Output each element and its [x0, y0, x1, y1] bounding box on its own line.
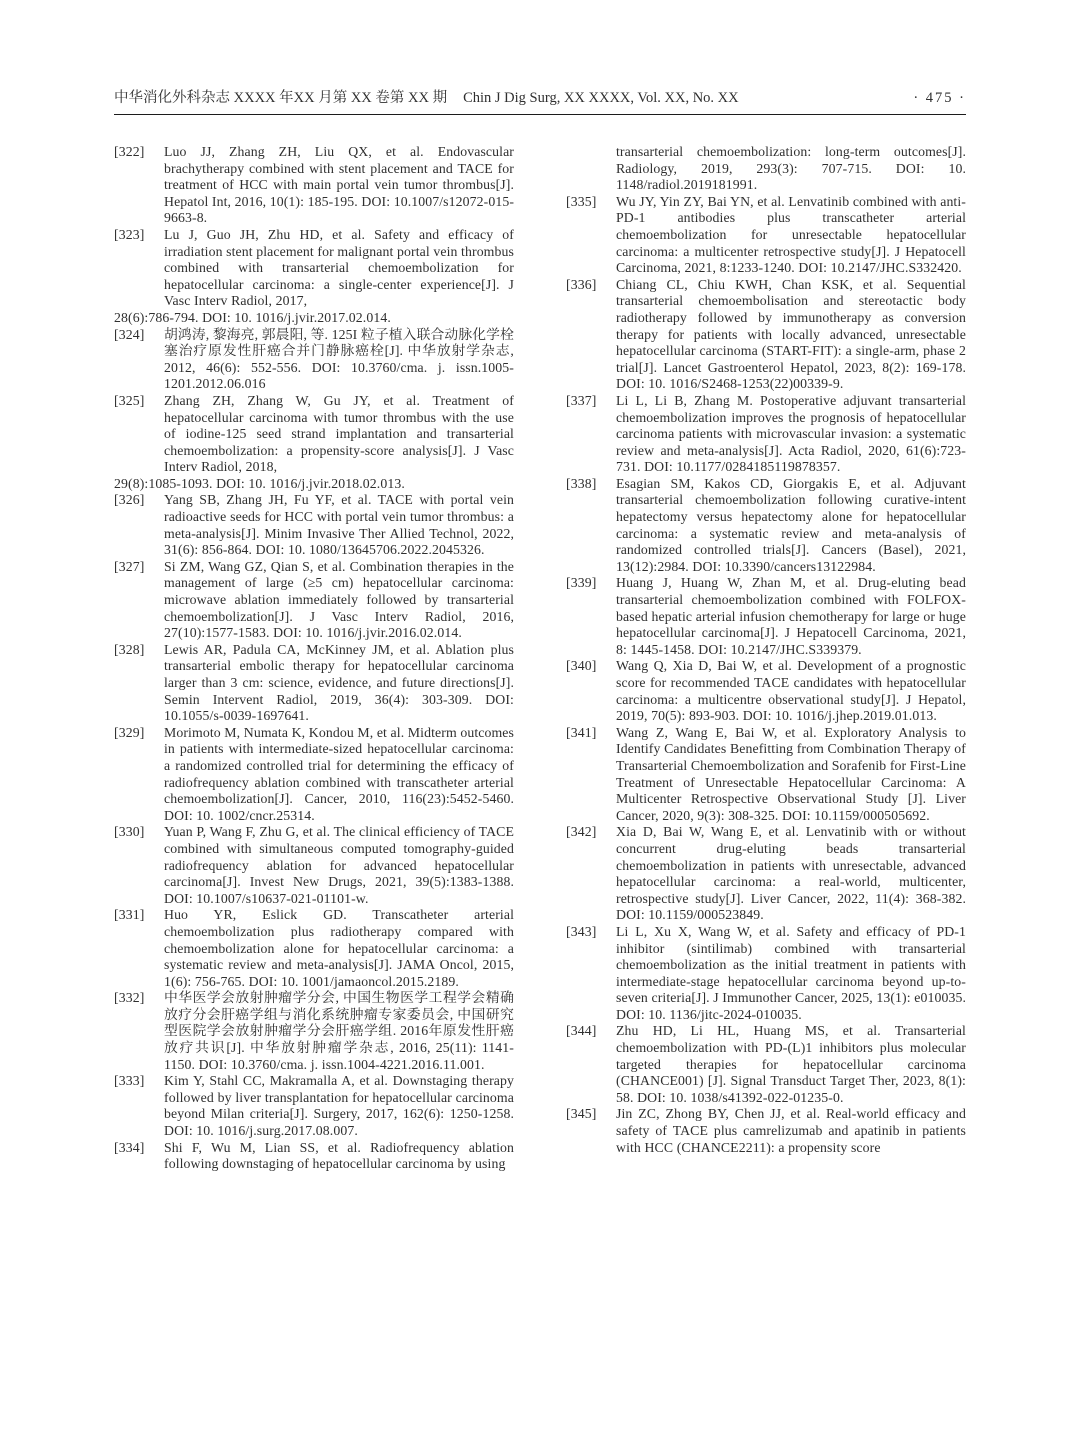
reference-number: [334] — [114, 1139, 145, 1155]
reference-number: [340] — [566, 658, 597, 674]
reference-number: [327] — [114, 558, 145, 574]
reference-number: [336] — [566, 276, 597, 292]
references-section — [114, 115, 966, 1173]
reference-item — [114, 559, 514, 642]
reference-item — [114, 642, 514, 725]
reference-text: Yang SB, Zhang JH, Fu YF, et al. TACE with portal vein radioactive seeds for HCC with portal vein tumor thrombus: a meta-analysis[J]. Minim Invasive Ther Allied Technol, 2022, 31(6): 856-864. DOI: 10. 1080/13645706.2022.2045326. — [164, 492, 514, 558]
page-content — [114, 0, 966, 1173]
reference-number: [322] — [114, 144, 145, 159]
reference-number: [324] — [114, 326, 145, 342]
reference-text: Esagian SM, Kakos CD, Giorgakis E, et al. Adjuvant transarterial chemoembolization following curative-intent hepatectomy versus hepatectomy alone for hepatocellular carcinoma: a systematic review and meta-analysis of randomized controlled trials[J]. Cancers (Basel), 2021, 13(12):2984. DOI: 10.3390/cancers13122984. — [616, 475, 966, 574]
reference-text: transarterial chemoembolization: long-term outcomes[J]. Radiology, 2019, 293(3): 707-715. DOI: 10. 1148/radiol.2019181991. — [616, 144, 966, 193]
reference-number: [333] — [114, 1073, 145, 1089]
reference-text: Huang J, Huang W, Zhan M, et al. Drug-eluting bead transarterial chemoembolization combined with FOLFOX-based hepatic arterial infusion chemotherapy for large or huge hepatocellular carcinoma[J]. J Hepatocell Carcinoma, 2021, 8: 1445-1458. DOI: 10.2147/JHC.S339379. — [616, 575, 966, 657]
reference-text: Si ZM, Wang GZ, Qian S, et al. Combination therapies in the management of large (≥5 cm) hepatocellular carcinoma: microwave ablation immediately followed by transarterial chemoembolization[J]. J Vasc Interv Radiol, 2016, 27(10):1577-1583. DOI: 10. 1016/j.jvir.2016.02.014. — [164, 558, 514, 641]
reference-text: Yuan P, Wang F, Zhu G, et al. The clinical efficiency of TACE combined with simultaneous computed tomography-guided radiofrequency ablation for advanced hepatocellular carcinoma[J]. Invest New Drugs, 2021, 39(5):1383-1388. DOI: 10.1007/s10637-021-01101-w. — [164, 824, 514, 906]
reference-text: Xia D, Bai W, Wang E, et al. Lenvatinib with or without concurrent drug-eluting beads transarterial chemoembolization in patients with unresectable, advanced hepatocellular carcinoma: a real-world, multicenter, retrospective study[J]. Liver Cancer, 2022, 11(4): 368-382. DOI: 10.1159/000523849. — [616, 824, 966, 923]
reference-text: Kim Y, Stahl CC, Makramalla A, et al. Downstaging therapy followed by liver transplantation for hepatocellular carcinoma beyond Milan criteria[J]. Surgery, 2017, 162(6): 1250-1258. DOI: 10. 1016/j.surg.2017.08.007. — [164, 1073, 514, 1139]
reference-text: Lu J, Guo JH, Zhu HD, et al. Safety and efficacy of irradiation stent placement for malignant portal vein thrombus combined with transarterial chemoembolization for hepatocellular carcinoma: a single-center experience[J]. J Vasc Interv Radiol, 2017, — [164, 226, 514, 309]
reference-text: Li L, Li B, Zhang M. Postoperative adjuvant transarterial chemoembolization improves the prognosis of hepatocellular carcinoma patients with microvascular invasion: a systematic review and meta-analysis[J]. Acta Radiol, 2020, 61(6):723-731. DOI: 10.1177/0284185119878357. — [616, 392, 966, 475]
reference-number: [344] — [566, 1023, 597, 1039]
reference-text: Wu JY, Yin ZY, Bai YN, et al. Lenvatinib combined with anti-PD-1 antibodies plus transcatheter arterial chemoembolization for unresectable hepatocellular carcinoma: a multicenter retrospective study[J]. J Hepatocell Carcinoma, 2021, 8:1233-1240. DOI: 10.2147/JHC.S332420. — [616, 193, 966, 276]
reference-number: [335] — [566, 193, 597, 209]
reference-text: Luo JJ, Zhang ZH, Liu QX, et al. Endovascular brachytherapy combined with stent placement and TACE for treatment of HCC with main portal vein tumor thrombus[J]. Hepatol Int, 2016, 10(1): 185-195. DOI: 10.1007/s12072-015-9663-8. — [164, 144, 515, 226]
reference-text: Wang Q, Xia D, Bai W, et al. Development of a prognostic score for recommended TACE candidates with hepatocellular carcinoma: a multicentre observational study[J]. J Hepatol, 2019, 70(5): 893-903. DOI: 10. 1016/j.jhep.2019.01.013. — [616, 658, 966, 724]
reference-item — [114, 227, 514, 310]
reference-text-overflow: 28(6):786-794. DOI: 10. 1016/j.jvir.2017.02.014. — [114, 309, 391, 325]
reference-text: 中华医学会放射肿瘤学分会, 中国生物医学工程学会精确放疗分会肝癌学组与消化系统肿瘤专家委员会, 中国研究型医院学会放射肿瘤学分会肝癌学组. 2016年原发性肝癌放疗共识[J]. 中华放射肿瘤学杂志, 2016, 25(11): 1141-1150. DOI: 10.3760/cma. j. issn.1004-4221.2016.11.001. — [164, 990, 514, 1072]
reference-item — [114, 990, 514, 1073]
reference-item — [566, 1023, 966, 1106]
reference-item — [114, 1073, 514, 1139]
reference-item — [114, 1140, 514, 1173]
reference-text: Zhang ZH, Zhang W, Gu JY, et al. Treatment of hepatocellular carcinoma with tumor thrombus with the use of iodine-125 seed strand implantation and transarterial chemoembolization: a propensity-score analysis[J]. J Vasc Interv Radiol, 2018, — [164, 392, 514, 475]
reference-text: Morimoto M, Numata K, Kondou M, et al. Midterm outcomes in patients with intermediate-sized hepatocellular carcinoma: a randomized controlled trial for determining the efficacy of radiofrequency ablation combined with transcatheter arterial chemoembolization[J]. Cancer, 2010, 116(23):5452-5460. DOI: 10. 1002/cncr.25314. — [164, 724, 514, 823]
reference-text-overflow: 29(8):1085-1093. DOI: 10. 1016/j.jvir.2018.02.013. — [114, 475, 405, 491]
reference-number: [341] — [566, 724, 597, 740]
references-column-left — [114, 144, 514, 1173]
reference-number: [330] — [114, 824, 145, 840]
running-head — [114, 0, 966, 115]
reference-number: [325] — [114, 392, 145, 408]
reference-number: [337] — [566, 392, 597, 408]
reference-item — [566, 725, 966, 825]
reference-item — [566, 824, 966, 924]
reference-item — [566, 393, 966, 476]
reference-text: Zhu HD, Li HL, Huang MS, et al. Transarterial chemoembolization with PD-(L)1 inhibitors plus molecular targeted therapies for hepatocellular carcinoma (CHANCE001) [J]. Signal Transduct Target Ther, 2023, 8(1): 58. DOI: 10. 1038/s41392-022-01235-0. — [616, 1023, 966, 1105]
references-column-right — [566, 144, 966, 1173]
reference-number: [331] — [114, 907, 145, 923]
reference-text: Wang Z, Wang E, Bai W, et al. Exploratory Analysis to Identify Candidates Benefitting from Combination Therapy of Transarterial Chemoembolization and Sorafenib for First-Line Treatment of Unresectable Hepatocellular Carcinoma: A Multicenter Retrospective Observational Study [J]. Liver Cancer, 2020, 9(3): 308-325. DOI: 10.1159/000505692. — [616, 724, 966, 823]
reference-item — [566, 1106, 966, 1156]
reference-item — [114, 907, 514, 990]
reference-text: Huo YR, Eslick GD. Transcatheter arterial chemoembolization plus radiotherapy compared with chemoembolization alone for hepatocellular carcinoma: a systematic review and meta-analysis[J]. JAMA Oncol, 2015, 1(6): 756-765. DOI: 10. 1001/jamaoncol.2015.2189. — [164, 907, 514, 989]
reference-item — [114, 492, 514, 558]
reference-item — [114, 393, 514, 476]
reference-item — [566, 277, 966, 393]
journal-title — [114, 86, 739, 107]
reference-item — [566, 194, 966, 277]
reference-text: Jin ZC, Zhong BY, Chen JJ, et al. Real-world efficacy and safety of TACE plus camrelizumab and apatinib in patients with HCC (CHANCE2211): a propensity score — [616, 1106, 966, 1155]
journal-title-cn: 中华消化外科杂志 XXXX 年XX 月第 XX 卷第 XX 期 — [114, 90, 448, 106]
page-number: · 475 · — [913, 90, 966, 106]
reference-number: [332] — [114, 990, 145, 1006]
journal-title-en: Chin J Dig Surg, XX XXXX, Vol. XX, No. XX — [463, 90, 739, 106]
reference-item — [566, 144, 966, 194]
reference-number: [328] — [114, 641, 145, 657]
reference-text: Lewis AR, Padula CA, McKinney JM, et al. Ablation plus transarterial embolic therapy for hepatocellular carcinoma larger than 3 cm: science, evidence, and future directions[J]. Semin Intervent Radiol, 2019, 36(4): 303-309. DOI: 10.1055/s-0039-1697641. — [164, 641, 514, 724]
reference-item — [566, 924, 966, 1024]
reference-number: [338] — [566, 475, 597, 491]
reference-number: [326] — [114, 492, 145, 508]
reference-text: 胡鸿涛, 黎海亮, 郭晨阳, 等. 125I 粒子植入联合动脉化学栓塞治疗原发性肝癌合并门静脉癌栓[J]. 中华放射学杂志, 2012, 46(6): 552-556. DOI: 10.3760/cma. j. issn.1005-1201.2012.06.016 — [164, 326, 514, 392]
reference-item — [114, 824, 514, 907]
reference-item — [566, 476, 966, 576]
reference-text: Chiang CL, Chiu KWH, Chan KSK, et al. Sequential transarterial chemoembolisation and stereotactic body radiotherapy followed by immunotherapy as conversion therapy for patients with locally advanced, unresectable hepatocellular carcinoma (START-FIT): a single-arm, phase 2 trial[J]. Lancet Gastroenterol Hepatol, 2023, 8(2): 169-178. DOI: 10. 1016/S2468-1253(22)00339-9. — [616, 276, 966, 392]
reference-item — [114, 144, 514, 227]
reference-item — [566, 575, 966, 658]
reference-text: Li L, Xu X, Wang W, et al. Safety and efficacy of PD-1 inhibitor (sintilimab) combined with transarterial chemoembolization as the initial treatment in patients with intermediate-stage hepatocellular carcinoma beyond up-to-seven criteria[J]. J Immunother Cancer, 2025, 13(1): e010035. DOI: 10. 1136/jitc-2024-010035. — [616, 923, 966, 1022]
reference-number: [329] — [114, 724, 145, 740]
reference-number: [342] — [566, 824, 597, 840]
page-header — [114, 0, 966, 115]
reference-number: [345] — [566, 1106, 597, 1122]
reference-text: Shi F, Wu M, Lian SS, et al. Radiofrequency ablation following downstaging of hepatocellular carcinoma by using — [164, 1139, 514, 1172]
reference-number: [339] — [566, 575, 597, 591]
reference-item — [566, 658, 966, 724]
reference-number: [343] — [566, 923, 597, 939]
reference-item — [114, 725, 514, 825]
reference-item — [114, 327, 514, 393]
reference-number: [323] — [114, 226, 145, 242]
